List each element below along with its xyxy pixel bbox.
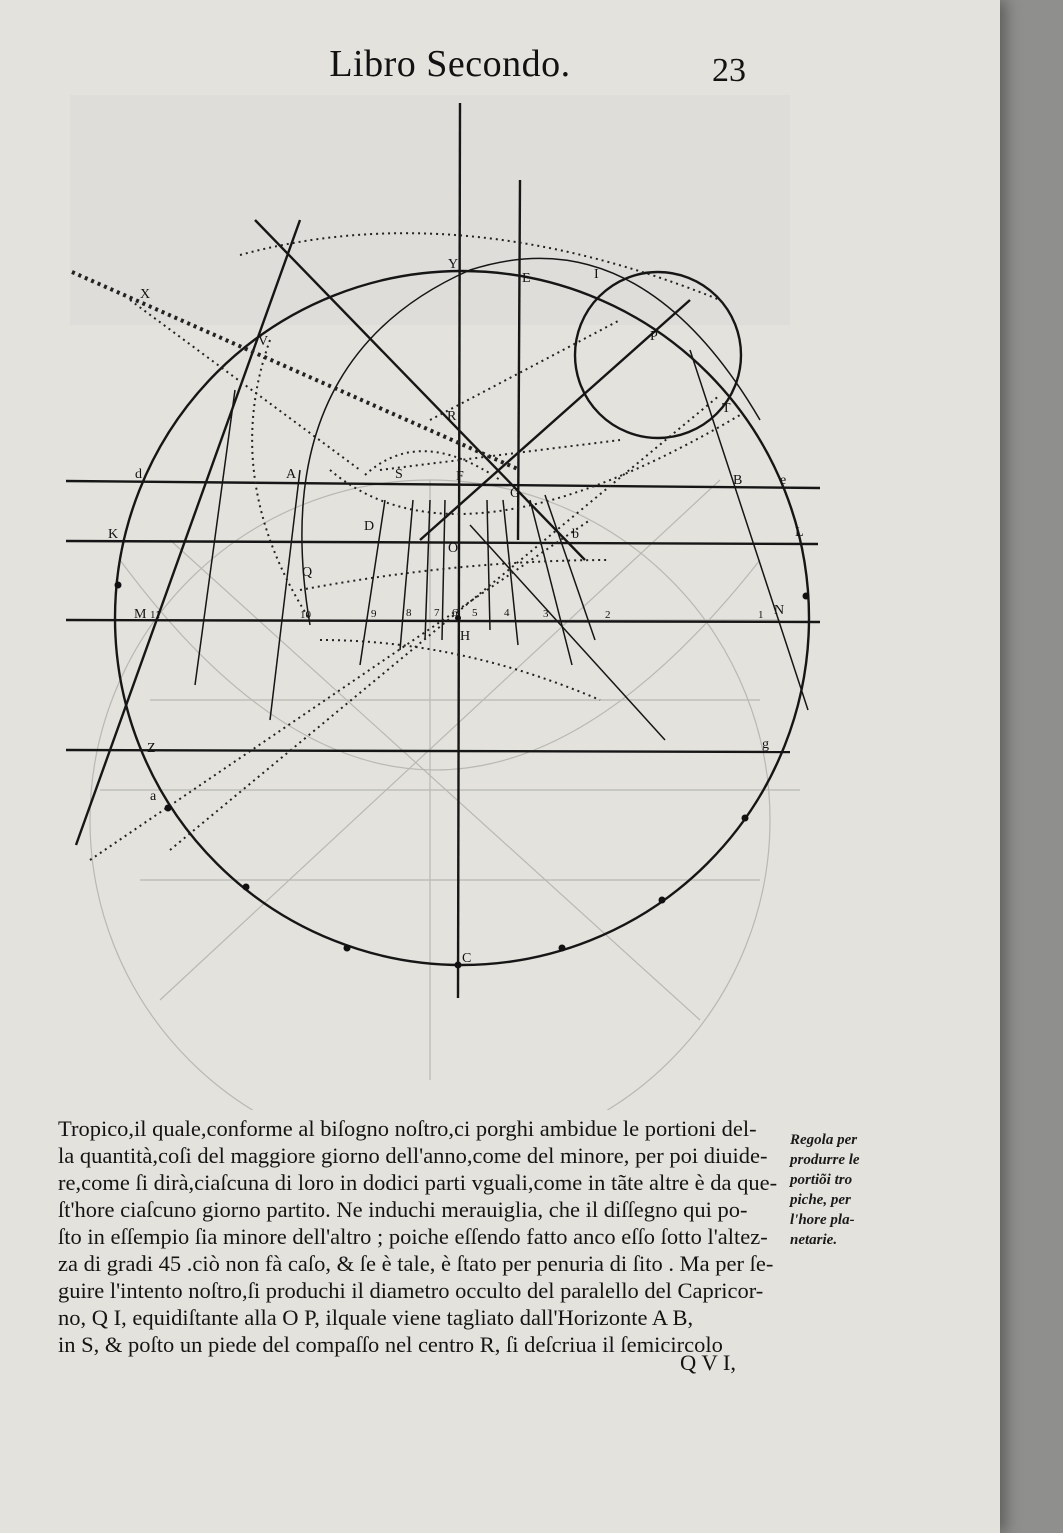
body-text-line: guire l'intento noſtro,ſi produchi il diametro occulto del paralello del Capricor-	[58, 1278, 764, 1303]
horizon-line-de	[66, 481, 820, 488]
svg-text:Z: Z	[147, 741, 156, 756]
svg-text:O: O	[448, 541, 459, 556]
svg-text:1: 1	[758, 609, 764, 621]
svg-text:6: 6	[452, 607, 458, 619]
bleed-through-ghost	[70, 95, 800, 1110]
margin-note-line: piche, per	[790, 1192, 851, 1208]
svg-text:M: M	[134, 607, 147, 622]
svg-text:7: 7	[434, 607, 440, 619]
margin-note-line: Regola per	[790, 1132, 858, 1148]
line-kl	[66, 541, 818, 544]
svg-text:R: R	[447, 409, 457, 424]
svg-text:C: C	[462, 951, 472, 966]
catchword: Q V I,	[680, 1350, 737, 1375]
svg-text:T: T	[722, 401, 731, 416]
svg-text:A: A	[286, 467, 297, 482]
svg-text:P: P	[650, 329, 658, 344]
svg-text:9: 9	[371, 608, 377, 620]
svg-text:H: H	[460, 629, 471, 644]
svg-text:K: K	[108, 527, 119, 542]
body-text-line: in S, & poſto un piede del compaſſo nel centro R, ſi deſcriua il ſemicircolo	[58, 1332, 723, 1357]
great-circle	[115, 271, 809, 965]
svg-text:3: 3	[543, 608, 549, 620]
svg-text:8: 8	[406, 607, 412, 619]
svg-text:Y: Y	[448, 257, 459, 272]
svg-text:I: I	[594, 267, 599, 282]
svg-text:11: 11	[150, 609, 161, 621]
page-number: 23	[712, 52, 746, 89]
body-text-line: za di gradi 45 .ciò non fà caſo, & ſe è tale, è ſtato per penuria di ſito . Ma per ſe-	[58, 1251, 774, 1276]
body-text-line: re,come ſi dirà,ciaſcuna di loro in dodici parti vguali,come in tãte altre è da que-	[58, 1170, 778, 1195]
hour-lines	[195, 390, 595, 720]
svg-text:N: N	[774, 603, 785, 618]
body-text-line: ſt'hore ciaſcuno giorno partito. Ne induchi merauiglia, che il diſſegno qui po-	[58, 1197, 748, 1222]
svg-text:b: b	[572, 527, 579, 542]
svg-text:L: L	[795, 525, 804, 540]
svg-text:B: B	[733, 473, 743, 488]
line-zg	[66, 750, 790, 752]
diagonal-5	[470, 525, 665, 740]
svg-text:S: S	[395, 467, 403, 482]
svg-text:a: a	[150, 789, 157, 804]
svg-text:4: 4	[504, 607, 510, 619]
svg-text:E: E	[522, 271, 531, 286]
diagonal-4	[690, 350, 808, 710]
dotted-construction-lines	[72, 233, 743, 860]
svg-text:10: 10	[300, 609, 311, 621]
svg-text:X: X	[140, 287, 151, 302]
svg-text:5: 5	[472, 607, 478, 619]
margin-note-line: l'hore pla-	[790, 1212, 855, 1228]
svg-text:D: D	[364, 519, 375, 534]
running-head: Libro Secondo.	[329, 43, 571, 85]
svg-text:e: e	[780, 473, 787, 488]
svg-text:d: d	[135, 467, 142, 482]
body-text-line: no, Q I, equidiſtante alla O P, ilquale viene tagliato dall'Horizonte A B,	[58, 1305, 694, 1330]
body-text-line: Tropico,il quale,conforme al biſogno noſtro,ci porghi ambidue le portioni del-	[58, 1116, 757, 1141]
svg-text:2: 2	[605, 609, 611, 621]
svg-text:Q: Q	[302, 565, 313, 580]
svg-text:F: F	[456, 469, 464, 484]
margin-note-line: portiõi tro	[790, 1172, 853, 1188]
body-text-line: la quantità,coſi del maggiore giorno dell'anno,come del minore, per poi diuide-	[58, 1143, 768, 1168]
svg-text:V: V	[258, 334, 269, 349]
margin-note-line: netarie.	[790, 1232, 838, 1248]
svg-text:G: G	[510, 486, 521, 501]
body-text-line: ſto in eſſempio ſia minore dell'altro ; poiche eſſendo fatto anco eſſo ſotto l'altez-	[58, 1224, 768, 1249]
svg-text:g: g	[762, 737, 769, 752]
margin-note-line: produrre le	[790, 1152, 860, 1168]
